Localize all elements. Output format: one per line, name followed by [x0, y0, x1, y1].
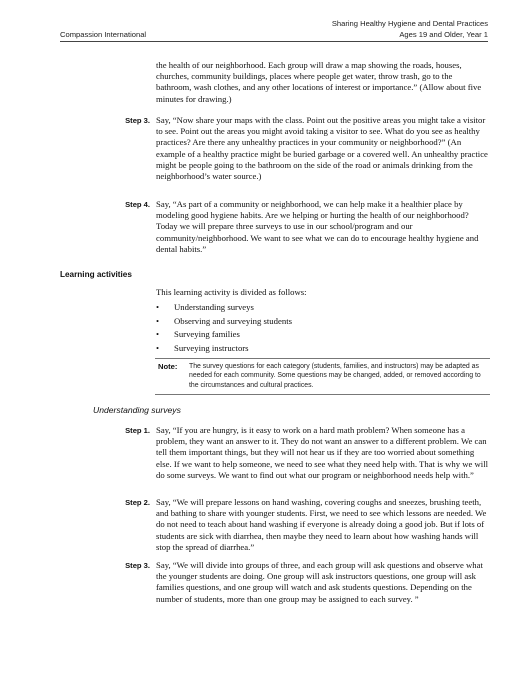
- learning-intro: This learning activity is divided as follows:: [156, 287, 307, 297]
- step-label: Step 4.: [125, 200, 150, 209]
- step-label: Step 2.: [125, 498, 150, 507]
- step-label: Step 1.: [125, 426, 150, 435]
- list-item: • Observing and surveying students: [156, 315, 292, 326]
- learning-bullet-list: [156, 302, 489, 356]
- header-title-block: [332, 19, 488, 40]
- step-label: Step 3.: [125, 116, 150, 125]
- bullet-icon: •: [156, 329, 160, 339]
- list-item: • Surveying instructors: [156, 342, 249, 353]
- bullet-icon: •: [156, 302, 160, 312]
- header-subtitle: Ages 19 and Older, Year 1: [399, 29, 488, 39]
- step-text: Say, “If you are hungry, is it easy to work on a hard math problem? When someone has a problem, they want an answer to it. They do not want an answer to a different problem. We can tell them important things, but they will not hear us if they are too worried about something else. If we want to help someone, we need to see what they need help with. That is why we will do some surveys. We want to find out what our program or neighborhood needs help with.”: [156, 425, 489, 480]
- step-text: Say, “As part of a community or neighborhood, we can help make it a healthier place by modeling good hygiene habits. Are we helping or hurting the health of our neighborhood? Today we will prepare three surveys to use in our school/program and our community/neighborhood. We want to see what we can do to encourage healthy hygiene and dental habits.”: [156, 199, 479, 254]
- step-label: Step 3.: [125, 561, 150, 570]
- note-text: The survey questions for each category (students, families, and instructors) may be adapted as needed for each community. Some questions may be changed, added, or removed according to the circumstances and cultural practices.: [189, 363, 481, 389]
- bullet-icon: •: [156, 342, 160, 353]
- step-text: Say, “We will divide into groups of three, and each group will ask questions and observe what the younger students are doing. One group will ask instructors questions, one group will ask families questions, and one group will watch and ask students questions. Depending on the number of students, more than one group may be assigned to each survey. ”: [156, 560, 483, 604]
- list-item: • Understanding surveys: [156, 302, 254, 312]
- header-title: Sharing Healthy Hygiene and Dental Practices: [331, 19, 488, 28]
- header-org: Compassion International: [60, 30, 147, 39]
- note-box: [155, 358, 490, 395]
- section-heading-learning-activities: Learning activities: [60, 270, 132, 279]
- step-text: Say, “Now share your maps with the class. Point out the positive areas you might take a visitor to see. Point out the areas you might avoid taking a visitor to see. What do you see as healthy practices? Are there any unhealthy practices in your community or neighborhood?” (An example of a healthy practice might be buried garbage or a covered well. An unhealthy practice might be people going to the bathroom on the side of the road or animals drinking from the neighborhood’s water source.): [156, 115, 488, 182]
- intro-paragraph: the health of our neighborhood. Each group will draw a map showing the roads, houses, churches, community buildings, places where people get water, throw trash, go to the bathroom, wash clothes, and any other locations of interest or importance.” (Allow about five minutes for drawing.): [156, 60, 482, 104]
- bullet-icon: •: [156, 315, 160, 326]
- subsection-heading-understanding-surveys: Understanding surveys: [93, 405, 181, 415]
- header-divider: [60, 41, 488, 42]
- note-label: Note:: [158, 362, 178, 371]
- list-item: • Surveying families: [156, 329, 240, 339]
- step-text: Say, “We will prepare lessons on hand washing, covering coughs and sneezes, brushing teeth, and bathing to share with younger students. First, we need to see which lessons are needed. We do not need to teach about hand washing if everyone is already doing a good job. But if lots of students are sick with diarrhea, then maybe they need to learn about how washing hands will stop the spread of diarrhea.”: [156, 497, 487, 552]
